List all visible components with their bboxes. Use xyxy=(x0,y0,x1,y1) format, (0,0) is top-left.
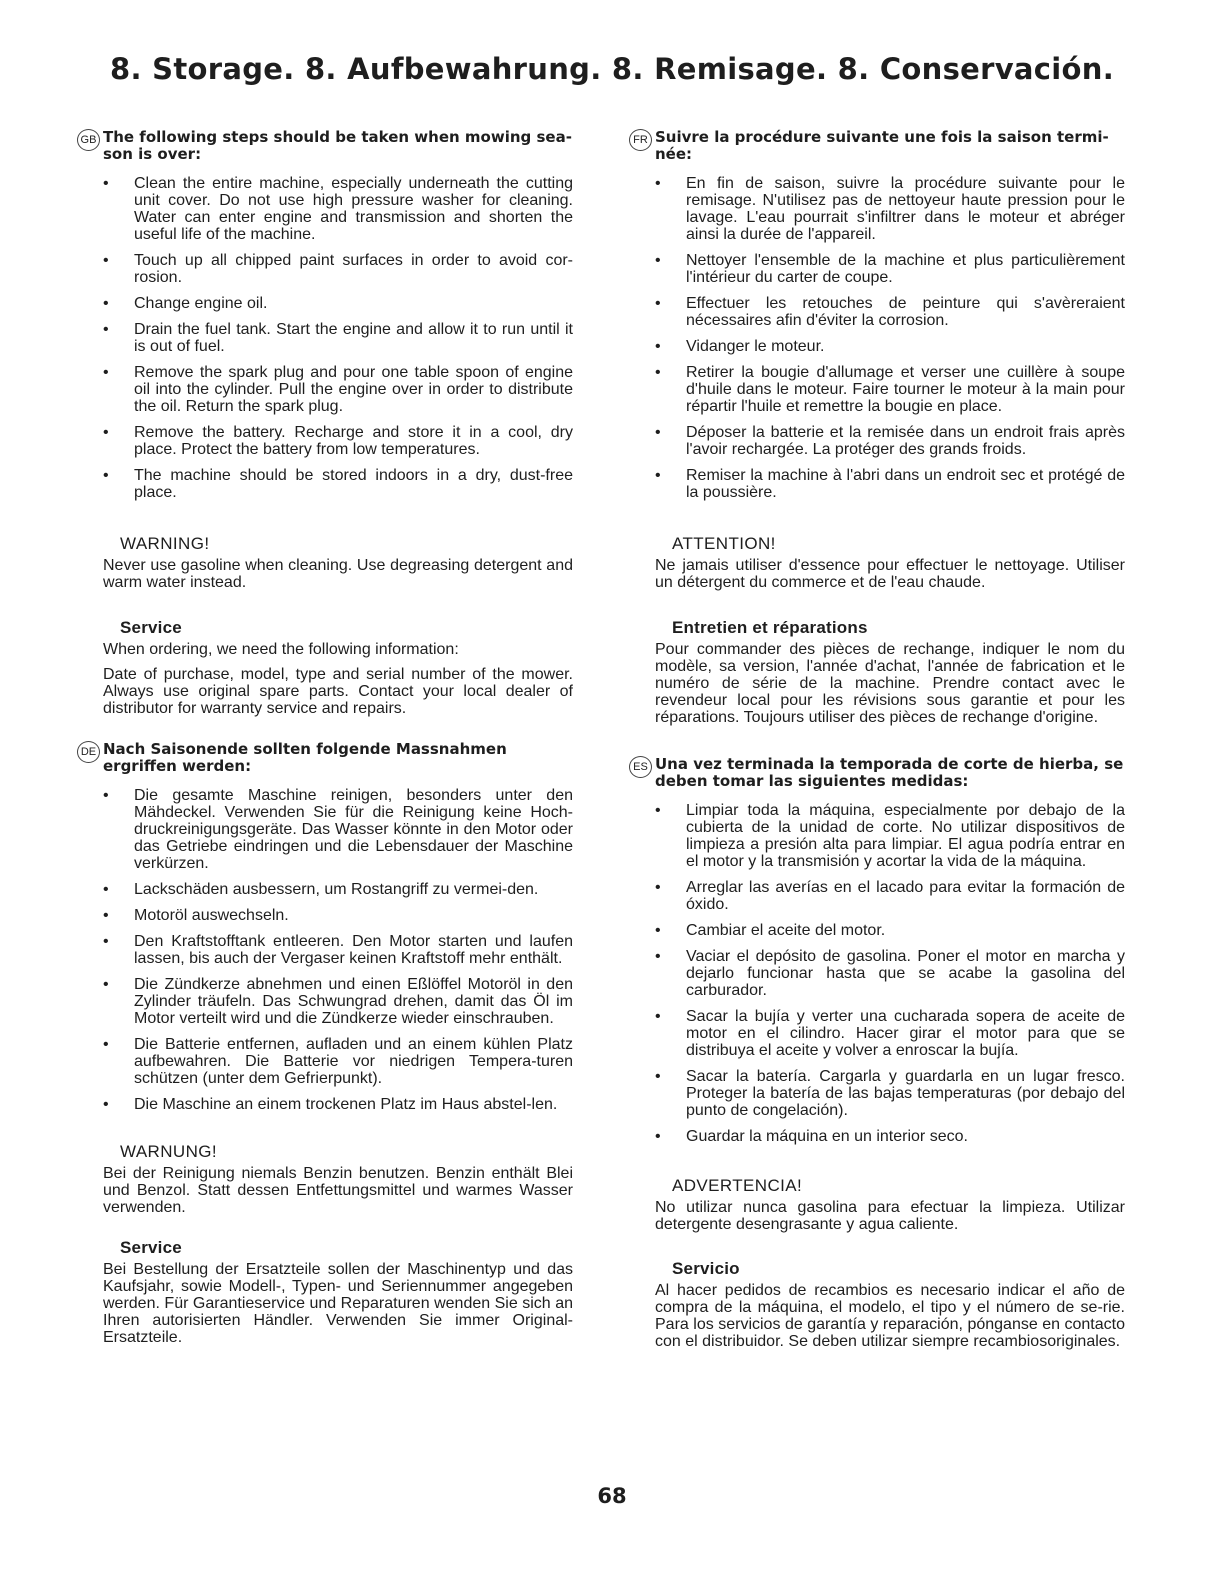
list-item: • Clean the entire machine, especially underneath the cutting unit cover. Do not use high pressure washer for cleaning. Water can enter engine and transmission and shorten the useful life of the machine. xyxy=(103,175,573,243)
list-item: • The machine should be stored indoors in a dry, dust-free place. xyxy=(103,467,573,501)
de-service-text: Bei Bestellung der Ersatzteile sollen der Maschinentyp und das Kaufsjahr, sowie Modell-, Typen- und Seriennummer angegeben werden. Für Garantieservice und Reparaturen wenden Sie sich an Ihren autorisierten Händler. Verwenden Sie immer Original-Ersatzteile. xyxy=(103,1261,573,1346)
language-badge-es: ES xyxy=(629,756,652,778)
fr-service-title: Entretien et réparations xyxy=(672,618,868,637)
list-item: • Effectuer les retouches de peinture qui s'avèreraient nécessaires afin d'éviter la corrosion. xyxy=(655,295,1125,329)
page-title: 8. Storage. 8. Aufbewahrung. 8. Remisage. 8. Conservación. xyxy=(109,52,1115,86)
language-badge-gb: GB xyxy=(77,129,100,151)
right-column xyxy=(633,120,1125,1358)
fr-warning-text: Ne jamais utiliser d'essence pour effectuer le nettoyage. Utiliser un détergent du commerce et de l'eau chaude. xyxy=(655,557,1125,591)
es-service-text: Al hacer pedidos de recambios es necesario indicar el año de compra de la máquina, el modelo, el tipo y el número de se-rie. Para los servicios de garantía y reparación, pónganse en contacto con el distribuidor. Se deben utilizar siempre recambiosoriginales. xyxy=(655,1282,1125,1350)
section-fr xyxy=(633,128,1125,726)
es-steps-list xyxy=(655,802,1125,1145)
de-steps-list xyxy=(103,787,573,1113)
list-item: • Die gesamte Maschine reinigen, besonders unter den Mähdeckel. Verwenden Sie für die Reinigung keine Hoch-druckreinigungsgeräte. Das Wasser könnte in den Motor oder das Getriebe eindringen und die Lebensdauer der Maschine verkürzen. xyxy=(103,787,573,872)
gb-service-line-2: Date of purchase, model, type and serial number of the mower. Always use original spare parts. Contact your local dealer of distributor for warranty service and repairs. xyxy=(103,666,573,717)
list-item: • Limpiar toda la máquina, especialmente por debajo de la cubierta de la unidad de corte. No utilizar dispositivos de limpieza a presión alta para limpiar. El agua podría entrar en el motor y la transmisión y acortar la vida de la máquina. xyxy=(655,802,1125,870)
language-badge-de: DE xyxy=(77,741,100,763)
list-item: • Vidanger le moteur. xyxy=(655,338,825,355)
list-item: • Change engine oil. xyxy=(103,295,268,312)
section-es xyxy=(633,755,1125,1350)
list-item: • Motoröl auswechseln. xyxy=(103,907,289,924)
gb-service-title: Service xyxy=(120,618,182,637)
list-item: • Guardar la máquina en un interior seco. xyxy=(655,1128,968,1145)
fr-heading: Suivre la procédure suivante une fois la saison termi-née: xyxy=(655,128,1109,163)
list-item: • Arreglar las averías en el lacado para evitar la formación de óxido. xyxy=(655,879,1125,913)
list-item: • Den Kraftstofftank entleeren. Den Motor starten und laufen lassen, bis auch der Vergaser keinen Kraftstoff mehr enthält. xyxy=(103,933,573,967)
list-item: • Die Maschine an einem trockenen Platz im Haus abstel-len. xyxy=(103,1096,558,1113)
list-item: • En fin de saison, suivre la procédure suivante pour le remisage. N'utilisez pas de nettoyeur haute pression pour le lavage. L'eau pourrait s'infiltrer dans le moteur et abréger ainsi la durée de l'appareil. xyxy=(655,175,1125,243)
list-item: • Sacar la batería. Cargarla y guardarla en un lugar fresco. Proteger la batería de las bajas temperaturas (por debajo del punto de congelación). xyxy=(655,1068,1125,1119)
gb-warning-title: WARNING! xyxy=(120,534,210,553)
de-heading: Nach Saisonende sollten folgende Massnahmen ergriffen werden: xyxy=(103,740,507,775)
list-item: • Lackschäden ausbessern, um Rostangriff zu vermei-den. xyxy=(103,881,539,898)
list-item: • Touch up all chipped paint surfaces in order to avoid cor-rosion. xyxy=(103,252,573,286)
list-item: • Cambiar el aceite del motor. xyxy=(655,922,886,939)
list-item: • Nettoyer l'ensemble de la machine et plus particulièrement l'intérieur du carter de coupe. xyxy=(655,252,1125,286)
section-gb xyxy=(80,128,573,717)
page-number: 68 xyxy=(597,1484,627,1508)
fr-service-text: Pour commander des pièces de rechange, indiquer le nom du modèle, sa version, l'année d'achat, l'année de fabrication et le numéro de série de la machine. Prendre contact avec le revendeur local pour les révisions sous garantie et pour les réparations. Toujours utiliser des pièces de rechange d'origine. xyxy=(655,641,1125,726)
list-item: • Remove the spark plug and pour one table spoon of engine oil into the cylinder. Pull the engine over in order to distribute the oil. Return the spark plug. xyxy=(103,364,573,415)
list-item: • Die Zündkerze abnehmen und einen Eßlöffel Motoröl in den Zylinder träufeln. Das Schwungrad drehen, damit das Öl im Motor verteilt wird und die Zündkerze wieder einschrauben. xyxy=(103,976,573,1027)
es-heading: Una vez terminada la temporada de corte de hierba, se deben tomar las siguientes medidas: xyxy=(655,755,1124,790)
fr-warning-title: ATTENTION! xyxy=(672,534,776,553)
list-item: • Remove the battery. Recharge and store it in a cool, dry place. Protect the battery from low temperatures. xyxy=(103,424,573,458)
de-warning-text: Bei der Reinigung niemals Benzin benutzen. Benzin enthält Blei und Benzol. Statt dessen Entfettungsmittel und warmes Wasser verwenden. xyxy=(103,1165,573,1216)
language-badge-fr: FR xyxy=(629,129,652,151)
gb-service-line-1: When ordering, we need the following information: xyxy=(103,641,459,658)
fr-steps-list xyxy=(655,175,1125,501)
gb-steps-list xyxy=(103,175,573,501)
es-warning-text: No utilizar nunca gasolina para efectuar la limpieza. Utilizar detergente desengrasante y agua caliente. xyxy=(655,1199,1125,1233)
list-item: • Drain the fuel tank. Start the engine and allow it to run until it is out of fuel. xyxy=(103,321,573,355)
list-item: • Déposer la batterie et la remisée dans un endroit frais après l'avoir rechargée. La protéger des grands froids. xyxy=(655,424,1125,458)
gb-heading: The following steps should be taken when mowing sea-son is over: xyxy=(103,128,572,163)
list-item: • Die Batterie entfernen, aufladen und an einem kühlen Platz aufbewahren. Die Batterie vor niedrigen Tempera-turen schützen (unter dem Gefrierpunkt). xyxy=(103,1036,573,1087)
gb-warning-text: Never use gasoline when cleaning. Use degreasing detergent and warm water instead. xyxy=(103,557,573,591)
left-column xyxy=(80,120,573,1354)
list-item: • Remiser la machine à l'abri dans un endroit sec et protégé de la poussière. xyxy=(655,467,1125,501)
list-item: • Vaciar el depósito de gasolina. Poner el motor en marcha y dejarlo funcionar hasta que se acabe la gasolina del carburador. xyxy=(655,948,1125,999)
es-service-title: Servicio xyxy=(672,1259,740,1278)
section-de xyxy=(80,740,573,1346)
es-warning-title: ADVERTENCIA! xyxy=(672,1176,803,1195)
list-item: • Sacar la bujía y verter una cucharada sopera de aceite de motor en el cilindro. Hacer girar el motor para que se distribuya el aceite y volver a enroscar la bujía. xyxy=(655,1008,1125,1059)
list-item: • Retirer la bougie d'allumage et verser une cuillère à soupe d'huile dans le moteur. Faire tourner le moteur à la main pour répartir l'huile et remettre la bougie en place. xyxy=(655,364,1125,415)
de-warning-title: WARNUNG! xyxy=(120,1142,218,1161)
de-service-title: Service xyxy=(120,1238,182,1257)
